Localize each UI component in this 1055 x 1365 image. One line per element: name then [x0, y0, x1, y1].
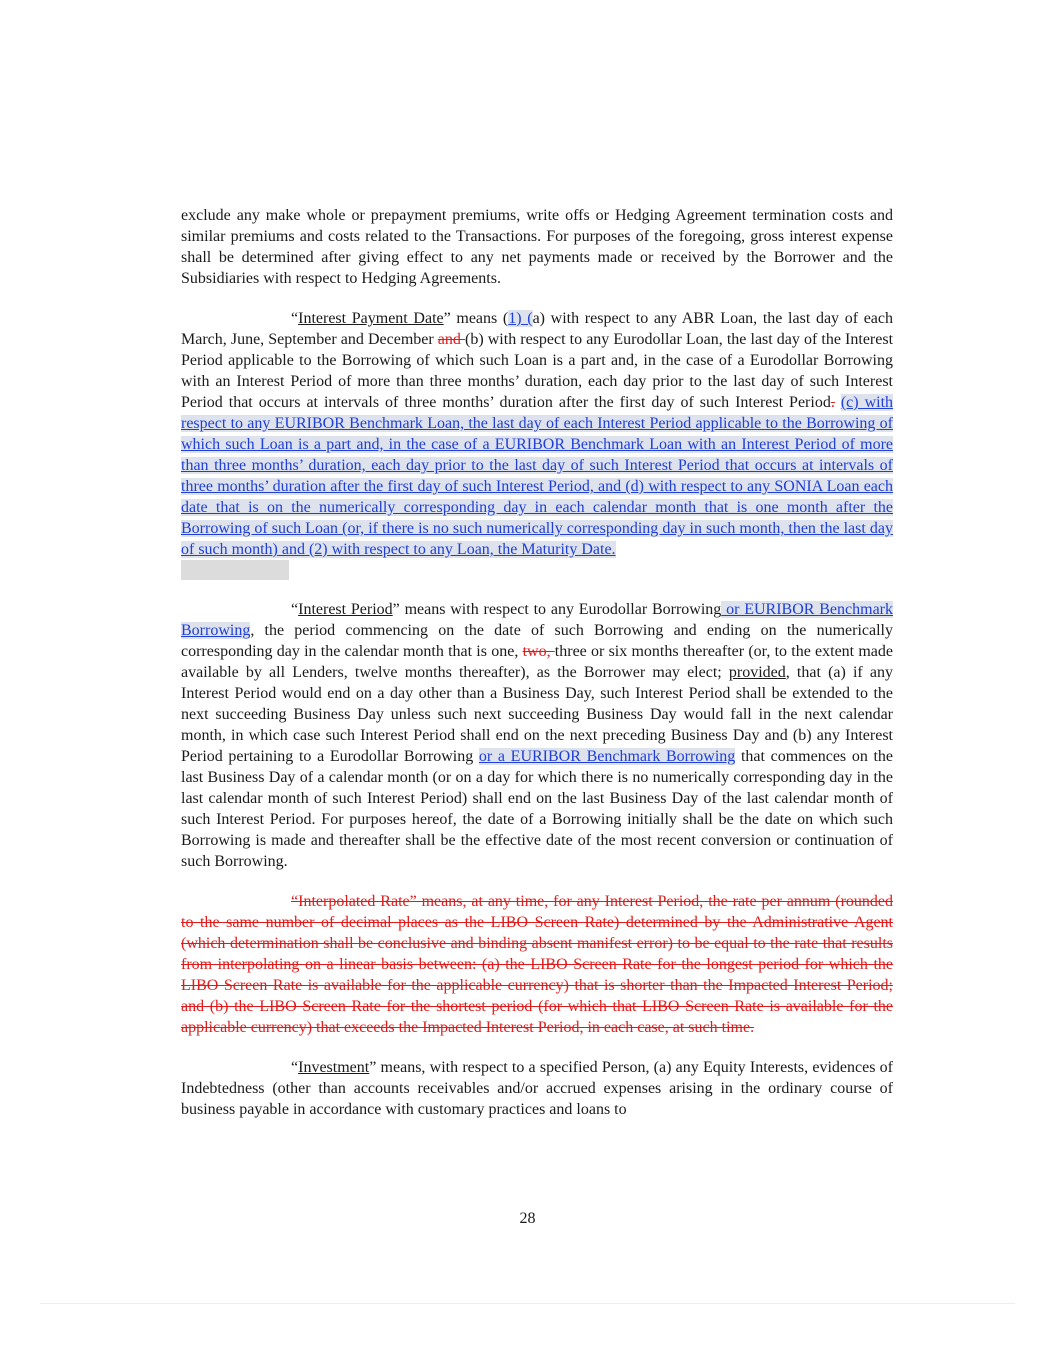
- definition-interest-payment-date: “Interest Payment Date” means (1) (a) with respect to any ABR Loan, the last day of each March, June, September and December and (b) with respect to any Eurodollar Loan, the last day of the Interest Period applicable to the Borrowing of which such Loan is a part and, in the case of a Eurodollar Borrowing with an Interest Period of more than three months’ duration, each day prior to the last day of such Interest Period that occurs at intervals of three months’ duration after the first day of such Interest Period. (c) with respect to any EURIBOR Benchmark Loan, the last day of each Interest Period applicable to the Borrowing of which such Loan is a part and, in the case of a EURIBOR Benchmark Loan with an Interest Period of more than three months’ duration, each day prior to the last day of such Interest Period that occurs at intervals of three months’ duration after the first day of such Interest Period, and (d) with respect to any SONIA Loan each date that is on the numerically corresponding day in each calendar month that is one month after the Borrowing of such Loan (or, if there is no such numerically corresponding day in such month, then the last day of such month) and (2) with respect to any Loan, the Maturity Date.: [181, 310, 894, 558]
- deleted-text: .: [830, 394, 835, 411]
- definition-interpolated-rate-deleted: “Interpolated Rate” means, at any time, for any Interest Period, the rate per annum (rounded to the same number of decimal places as the LIBO Screen Rate) determined by the Administrative Agent (which determination shall be conclusive and binding absent manifest error) to be equal to the rate that results from interpolating on a linear basis between: (a) the LIBO Screen Rate for the longest period for which the LIBO Screen Rate is available for the applicable currency) that is shorter than the Impacted Interest Period; and (b) the LIBO Screen Rate for the shortest period (for which that LIBO Screen Rate is available for the applicable currency) that exceeds the Impacted Interest Period, in each case, at such time.: [181, 893, 894, 1036]
- change-bar: [181, 560, 289, 580]
- page-number: 28: [519, 1210, 536, 1227]
- deleted-text: two,: [522, 643, 555, 660]
- definition-interest-period: “Interest Period” means with respect to any Eurodollar Borrowing or EURIBOR Benchmark Borrowing, the period commencing on the date of such Borrowing and ending on the numerically corresponding day in the calendar month that is one, two, three or six months thereafter (or, to the extent made available by all Lenders, twelve months thereafter), as the Borrower may elect; provided, that (a) if any Interest Period would end on a day other than a Business Day, such Interest Period shall be extended to the next succeeding Business Day unless such next succeeding Business Day would fall in the next calendar month, in which case such Interest Period shall end on the next preceding Business Day and (b) any Interest Period pertaining to a Eurodollar Borrowing or a EURIBOR Benchmark Borrowing that commences on the last Business Day of a calendar month (or on a day for which there is no numerically corresponding day in the last calendar month of such Interest Period) shall end on the last Business Day of the last calendar month of such Interest Period. For purposes hereof, the date of a Borrowing initially shall be the date on which such Borrowing is made and thereafter shall be the effective date of the most recent conversion or continuation of such Borrowing.: [181, 601, 894, 870]
- deleted-text: and: [437, 331, 465, 348]
- inserted-text: or EURIBOR Benchmark Borrowing: [181, 601, 894, 639]
- provided-term: provided: [728, 664, 786, 681]
- inserted-text: 1) (: [508, 310, 533, 327]
- document-page: [181, 205, 893, 1139]
- inserted-text: (c) with respect to any EURIBOR Benchmark Loan, the last day of each Interest Period applicable to the Borrowing of which such Loan is a part and, in the case of a EURIBOR Benchmark Loan with an Interest Period of more than three months’ duration, each day prior to the last day of such Interest Period that occurs at intervals of three months’ duration after the first day of such Interest Period, and (d) with respect to any SONIA Loan each date that is on the numerically corresponding day in each calendar month that is one month after the Borrowing of such Loan (or, if there is no such numerically corresponding day in such month, then the last day of such month) and (2) with respect to any Loan, the Maturity Date.: [181, 394, 894, 558]
- paragraph-interest-expense-continuation: [181, 205, 893, 289]
- defined-term: Interpolated Rate: [298, 893, 410, 910]
- defined-term: Investment: [298, 1059, 370, 1076]
- defined-term: Interest Period: [298, 601, 393, 618]
- defined-term: Interest Payment Date: [298, 310, 444, 327]
- inserted-text: or a EURIBOR Benchmark Borrowing: [478, 748, 736, 765]
- definition-investment: “Investment” means, with respect to a specified Person, (a) any Equity Interests, evidences of Indebtedness (other than accounts receivables and/or accrued expenses arising in the ordinary course of business payable in accordance with customary practices and loans to: [181, 1059, 893, 1118]
- paragraph-text: exclude any make whole or prepayment premiums, write offs or Hedging Agreement termination costs and similar premiums and costs related to the Transactions. For purposes of the foregoing, gross interest expense shall be determined after giving effect to any net payments made or received by the Borrower and the Subsidiaries with respect to Hedging Agreements.: [181, 207, 893, 287]
- page-bottom-divider: [40, 1303, 1015, 1304]
